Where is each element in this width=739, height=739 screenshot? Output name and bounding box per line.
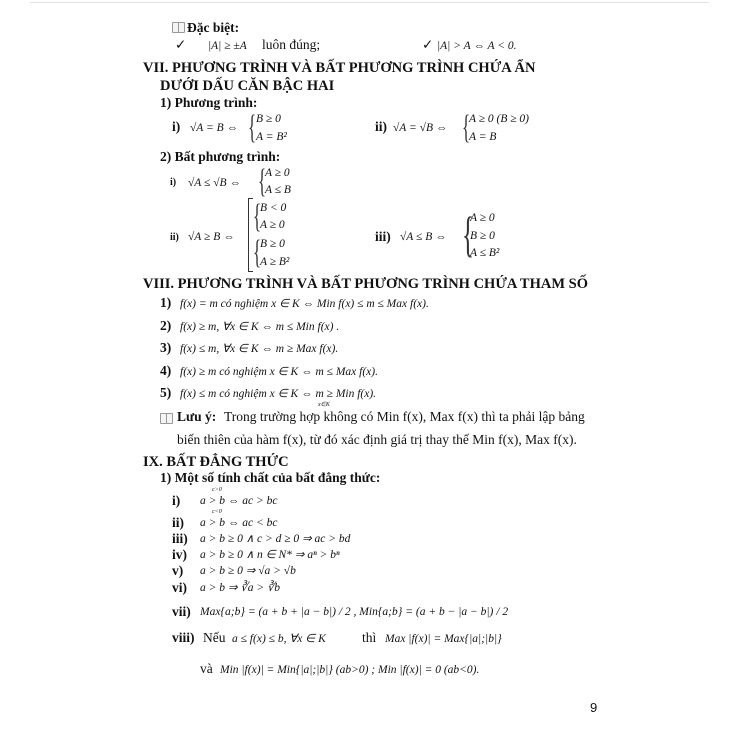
property-item: Max{a;b} = (a + b + |a − b|) / 2 , Min{a;b} = (a + b − |a − b|) / 2 xyxy=(200,606,509,618)
section8-heading: VIII. PHƯƠNG TRÌNH VÀ BẤT PHƯƠNG TRÌNH CHỨA THAM SỐ xyxy=(143,276,588,292)
check-icon: ✓ xyxy=(422,37,434,52)
system-line: A = B xyxy=(469,131,497,143)
system-line: A = B² xyxy=(256,131,287,143)
system-line: A ≤ B² xyxy=(470,247,500,259)
system-line: B < 0 xyxy=(260,202,287,214)
property-item: a > b ≥ 0 ∧ n ∈ N* ⇒ aⁿ > bⁿ xyxy=(200,549,340,561)
page-number: 9 xyxy=(590,700,598,715)
system-line: A ≥ B² xyxy=(260,256,290,268)
arrow-condition: c<0 xyxy=(212,509,222,515)
section9-heading: IX. BẤT ĐẲNG THỨC xyxy=(143,454,289,470)
section7-heading-line2: DƯỚI DẤU CĂN BẬC HAI xyxy=(160,78,335,94)
section7-sub1: 1) Phương trình: xyxy=(160,95,258,110)
property-item: a > b ⇔ ac > bc xyxy=(200,495,278,507)
ineq-i-label: i) xyxy=(170,177,177,188)
brace: { xyxy=(258,163,267,200)
viii-if: Nếu xyxy=(203,630,226,645)
item-label: 5) xyxy=(160,385,172,400)
special-item1-formula: |A| ≥ ±A xyxy=(208,40,247,52)
section7-heading: VII. PHƯƠNG TRÌNH VÀ BẤT PHƯƠNG TRÌNH CHỨA ẨN xyxy=(143,60,536,76)
and-label: và xyxy=(200,661,213,676)
item-label: 2) xyxy=(160,318,172,333)
item-label: iii) xyxy=(172,531,188,546)
subscript: x∈K xyxy=(318,402,330,408)
property-item: a > b ⇒ ∛a > ∛b xyxy=(200,582,281,594)
viii-result: Max |f(x)| = Max{|a|;|b|} xyxy=(385,633,502,645)
ineq-ii: √A ≥ B ⇔ xyxy=(188,231,235,243)
and-result: Min |f(x)| = Min{|a|;|b|} (ab>0) ; Min |f(x)| = 0 (ab<0). xyxy=(220,664,480,676)
viii-condition: a ≤ f(x) ≤ b, ∀x ∈ K xyxy=(232,633,326,645)
item-label: i) xyxy=(172,493,181,508)
section9-sub1: 1) Một số tính chất của bất đẳng thức: xyxy=(160,470,381,485)
check-icon: ✓ xyxy=(175,37,187,52)
special-title: Đặc biệt: xyxy=(187,20,240,35)
item-label: 3) xyxy=(160,340,172,355)
ineq-i: √A ≤ √B ⇔ xyxy=(188,177,241,189)
section7-sub2: 2) Bất phương trình: xyxy=(160,149,281,164)
condition-item: f(x) ≤ m, ∀x ∈ K ⇔ m ≥ Max f(x). xyxy=(180,343,339,355)
viii-then: thì xyxy=(362,630,377,645)
system-line: A ≥ 0 xyxy=(470,212,495,224)
brace: { xyxy=(248,109,257,146)
book-icon xyxy=(172,22,185,33)
note-line1: Trong trường hợp không có Min f(x), Max f(x) thì ta phải lập bảng xyxy=(224,409,585,424)
brace: { xyxy=(462,206,474,262)
item-label: vii) xyxy=(172,604,191,619)
ineq-iii: √A ≤ B ⇔ xyxy=(400,231,447,243)
brace: { xyxy=(253,234,262,271)
system-line: B ≥ 0 xyxy=(256,113,281,125)
brace: { xyxy=(462,109,471,146)
ineq-ii-label: ii) xyxy=(170,232,179,243)
system-line: B ≥ 0 xyxy=(260,238,285,250)
eq-i: √A = B ⇔ xyxy=(190,122,239,134)
system-line: A ≥ 0 xyxy=(265,167,290,179)
brace: { xyxy=(253,198,262,235)
eq-ii: √A = √B ⇔ xyxy=(393,122,448,134)
viii-label: viii) xyxy=(172,630,195,645)
property-item: a > b ≥ 0 ⇒ √a > √b xyxy=(200,565,296,577)
item-label: 1) xyxy=(160,295,172,310)
eq-i-label: i) xyxy=(172,119,181,134)
arrow-condition: c>0 xyxy=(212,487,222,493)
property-item: a > b ⇔ ac < bc xyxy=(200,517,278,529)
system-line: A ≥ 0 xyxy=(260,219,285,231)
system-line: A ≥ 0 (B ≥ 0) xyxy=(469,113,529,125)
item-label: iv) xyxy=(172,547,187,562)
ineq-iii-label: iii) xyxy=(375,229,391,244)
special-item2-formula: |A| > A ⇔ A < 0. xyxy=(437,40,517,52)
note-line2: biến thiên của hàm f(x), từ đó xác định giá trị thay thế Min f(x), Max f(x). xyxy=(177,432,577,447)
item-label: vi) xyxy=(172,580,187,595)
item-label: ii) xyxy=(172,515,184,530)
condition-item: f(x) ≤ m có nghiệm x ∈ K ⇔ m ≥ Min f(x). xyxy=(180,388,377,400)
special-item1-text: luôn đúng; xyxy=(262,37,321,52)
note-label: Lưu ý: xyxy=(177,409,217,424)
item-label: v) xyxy=(172,563,184,578)
eq-ii-label: ii) xyxy=(375,119,387,134)
property-item: a > b ≥ 0 ∧ c > d ≥ 0 ⇒ ac > bd xyxy=(200,533,351,545)
system-line: B ≥ 0 xyxy=(470,230,495,242)
book-icon xyxy=(160,413,173,424)
condition-item: f(x) ≥ m có nghiệm x ∈ K ⇔ m ≤ Max f(x). xyxy=(180,366,378,378)
condition-item: f(x) = m có nghiệm x ∈ K ⇔ Min f(x) ≤ m ≤ Max f(x). xyxy=(180,298,429,310)
page-top-border xyxy=(30,2,709,3)
system-line: A ≤ B xyxy=(265,184,291,196)
item-label: 4) xyxy=(160,363,172,378)
condition-item: f(x) ≥ m, ∀x ∈ K ⇔ m ≤ Min f(x) . xyxy=(180,321,340,333)
